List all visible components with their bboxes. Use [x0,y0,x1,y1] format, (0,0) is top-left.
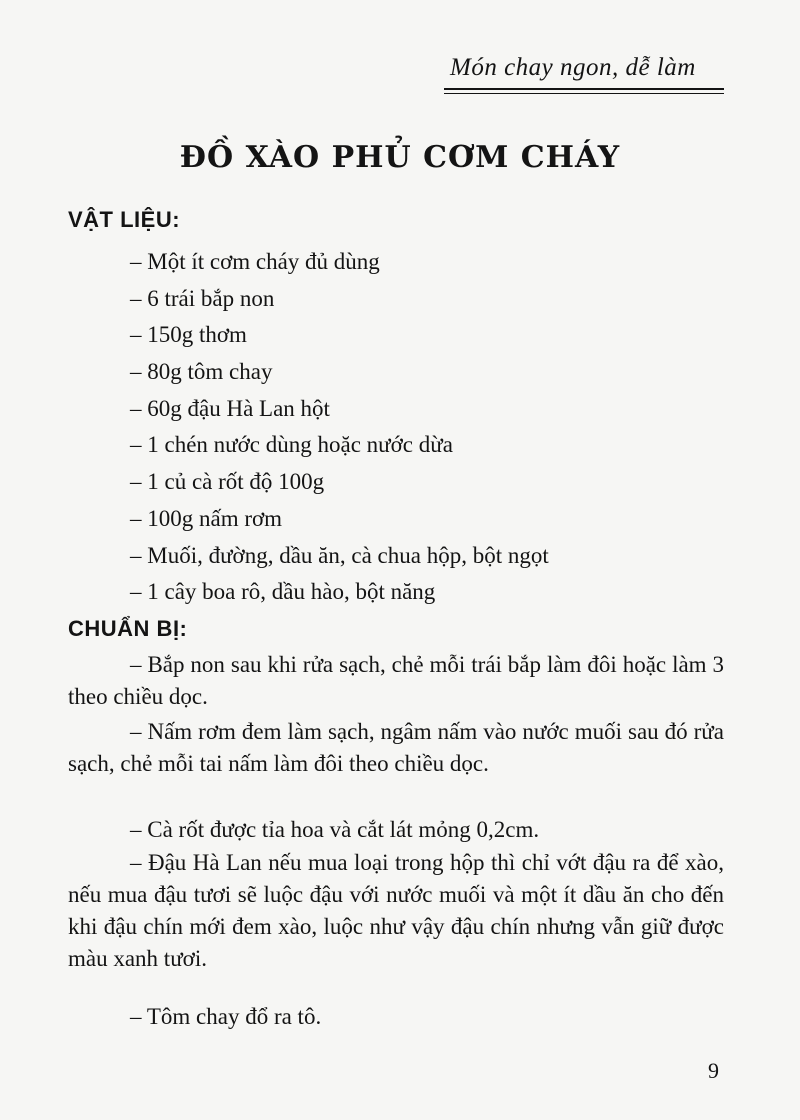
ingredients-list [130,244,549,611]
ingredient-item: – 1 chén nước dùng hoặc nước dừa [130,432,453,458]
header-rule-thin [444,93,724,94]
page-number: 9 [708,1058,719,1083]
preparation-step: – Tôm chay đổ ra tô. [130,1004,322,1029]
book-title: Món chay ngon, dễ làm [450,54,696,81]
preparation-step: – Cà rốt được tỉa hoa và cắt lát mỏng 0,2cm. [130,817,540,842]
ingredient-item: – 150g thơm [130,322,247,348]
ingredient-item: – 80g tôm chay [130,359,273,385]
preparation-step: – Đậu Hà Lan nếu mua loại trong hộp thì chỉ vớt đậu ra để xào, nếu mua đậu tươi sẽ luộc đậu với nước muối và một ít dầu ăn cho đến khi đậu chín mới đem xào, luộc như vậy đậu chín nhưng vẫn giữ được màu xanh tươi. [68,850,724,971]
header-rule-thick [444,88,724,90]
ingredient-item: – 60g đậu Hà Lan hột [130,395,330,421]
running-header [444,52,724,94]
ingredient-item: – Muối, đường, dầu ăn, cà chua hộp, bột ngọt [130,542,549,568]
preparation-heading: CHUẨN BỊ: [68,616,188,641]
ingredient-item: – 100g nấm rơm [130,505,283,531]
preparation-step: – Nấm rơm đem làm sạch, ngâm nấm vào nước muối sau đó rửa sạch, chẻ mỗi tai nấm làm đôi theo chiều dọc. [68,719,724,776]
ingredient-item: – 1 cây boa rô, dầu hào, bột năng [130,579,436,605]
preparation-step: – Bắp non sau khi rửa sạch, chẻ mỗi trái bắp làm đôi hoặc làm 3 theo chiều dọc. [68,652,724,709]
ingredients-heading: VẬT LIỆU: [68,207,181,232]
recipe-title: ĐỒ XÀO PHỦ CƠM CHÁY [179,140,621,175]
ingredient-item: – 1 củ cà rốt độ 100g [130,469,325,495]
ingredient-item: – 6 trái bắp non [130,285,275,311]
ingredient-item: – Một ít cơm cháy đủ dùng [130,249,380,274]
